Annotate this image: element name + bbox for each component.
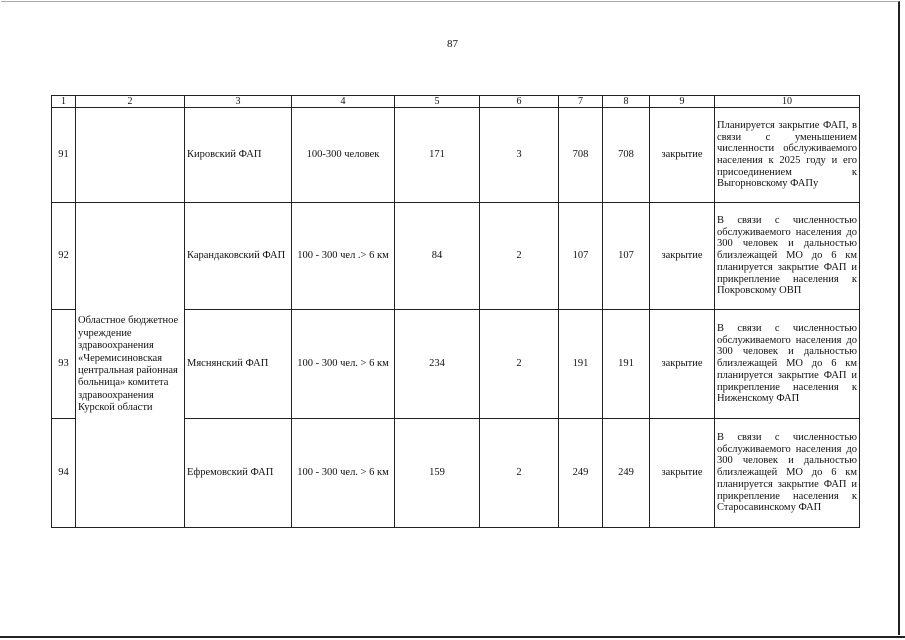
header-cell: 1 xyxy=(52,96,76,108)
col6-value: 2 xyxy=(480,310,559,419)
note-cell: В связи с численностью обслуживаемого населения до 300 человек и дальностью близлежащей МО до 6 км планируется закрытие ФАП и прикрепление населения к Покровскому ОВП xyxy=(715,203,860,310)
col7-value: 191 xyxy=(559,310,603,419)
header-cell: 3 xyxy=(185,96,292,108)
action-value: закрытие xyxy=(650,310,715,419)
population-range: 100 - 300 чел .> 6 км xyxy=(292,203,395,310)
facility-name: Мяснянский ФАП xyxy=(185,310,292,419)
col7-value: 107 xyxy=(559,203,603,310)
header-cell: 8 xyxy=(603,96,650,108)
col5-value: 84 xyxy=(395,203,480,310)
organization-cell-empty xyxy=(76,108,185,203)
page-number: 87 xyxy=(447,38,458,50)
row-number: 91 xyxy=(52,108,76,203)
row-number: 93 xyxy=(52,310,76,419)
note-cell: В связи с численностью обслуживаемого населения до 300 человек и дальностью близлежащей МО до 6 км планируется закрытие ФАП и прикрепление населения к Ниженскому ФАП xyxy=(715,310,860,419)
header-cell: 6 xyxy=(480,96,559,108)
note-cell: Планируется закрытие ФАП, в связи с уменьшением численности обслуживаемого населения к 2025 году и его присоединением к Выгорновскому ФАПу xyxy=(715,108,860,203)
action-value: закрытие xyxy=(650,419,715,528)
header-row xyxy=(52,96,860,108)
col6-value: 3 xyxy=(480,108,559,203)
col7-value: 249 xyxy=(559,419,603,528)
header-cell: 2 xyxy=(76,96,185,108)
bottom-rule xyxy=(0,636,905,638)
action-value: закрытие xyxy=(650,203,715,310)
header-cell: 4 xyxy=(292,96,395,108)
facilities-table xyxy=(51,95,860,528)
col6-value: 2 xyxy=(480,203,559,310)
col5-value: 234 xyxy=(395,310,480,419)
table-row xyxy=(52,108,860,203)
row-number: 92 xyxy=(52,203,76,310)
col8-value: 708 xyxy=(603,108,650,203)
header-cell: 5 xyxy=(395,96,480,108)
col8-value: 107 xyxy=(603,203,650,310)
header-cell: 7 xyxy=(559,96,603,108)
col5-value: 171 xyxy=(395,108,480,203)
col8-value: 249 xyxy=(603,419,650,528)
action-value: закрытие xyxy=(650,108,715,203)
header-cell: 10 xyxy=(715,96,860,108)
organization-cell: Областное бюджетное учреждение здравоохранения «Черемисиновская центральная районная больница» комитета здравоохранения Курской области xyxy=(76,203,185,528)
facility-name: Кировский ФАП xyxy=(185,108,292,203)
col8-value: 191 xyxy=(603,310,650,419)
row-number: 94 xyxy=(52,419,76,528)
population-range: 100 - 300 чел. > 6 км xyxy=(292,419,395,528)
header-cell: 9 xyxy=(650,96,715,108)
col5-value: 159 xyxy=(395,419,480,528)
population-range: 100-300 человек xyxy=(292,108,395,203)
col7-value: 708 xyxy=(559,108,603,203)
facility-name: Карандаковский ФАП xyxy=(185,203,292,310)
population-range: 100 - 300 чел. > 6 км xyxy=(292,310,395,419)
table-row xyxy=(52,203,860,310)
note-cell: В связи с численностью обслуживаемого населения до 300 человек и дальностью близлежащей МО до 6 км планируется закрытие ФАП и прикрепление населения к Старосавинскому ФАП xyxy=(715,419,860,528)
col6-value: 2 xyxy=(480,419,559,528)
facility-name: Ефремовский ФАП xyxy=(185,419,292,528)
